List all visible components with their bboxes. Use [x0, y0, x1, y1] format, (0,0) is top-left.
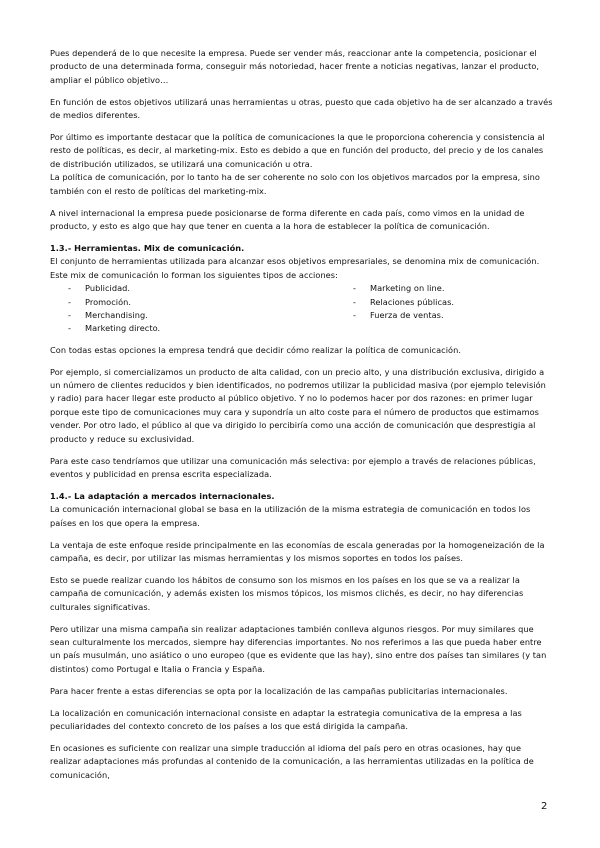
paragraph-localizacion: Para hacer frente a estas diferencias se opta por la localización de las campañas publicitarias internacionales.: [50, 685, 508, 696]
paragraph-mix-comunicacion: El conjunto de herramientas utilizada para alcanzar esos objetivos empresariales, se denomina mix de comunicación. Este mix de comunicación lo forman los siguientes tipos de acciones:: [50, 256, 540, 280]
paragraph-ejemplo: Por ejemplo, si comercializamos un producto de alta calidad, con un precio alto, y una distribución exclusiva, dirigido a un número de clientes reducidos y bien identificados, no podremos utilizar la publicidad masiva (por ejemplo televisión y radio) para hacer llegar este producto al público objetivo. Y no lo podemos hacer por dos razones: en primer lugar porque este tipo de comunicaciones muy cara y supondría un alto coste para el número de productos que estimamos vender. Por otro lado, el público al que va dirigido lo percibiría como una acción de comunicación que desprestigia al producto y reduce su exclusividad.: [50, 366, 546, 444]
paragraph-herramientas-objetivo: En función de estos objetivos utilizará unas herramientas u otras, puesto que cada objetivo ha de ser alcanzado a través de medios diferentes.: [50, 96, 553, 121]
section-heading-1-3: 1.3.- Herramientas. Mix de comunicación.: [50, 242, 245, 253]
acciones-list: [50, 282, 553, 336]
list-item: - Merchandising.: [68, 309, 148, 320]
paragraph-politica-comunicacion: La política de comunicación, por lo tanto ha de ser coherente no solo con los objetivos marcados por la empresa, sino también con el resto de políticas del marketing-mix.: [50, 172, 540, 196]
paragraph-ventaja: La ventaja de este enfoque reside principalmente en las economías de escala generadas por la homogeneización de la campaña, es decir, por utilizar las mismas herramientas y los mismos soportes en todos los países.: [50, 539, 545, 563]
list-item: - Relaciones públicas.: [353, 296, 455, 307]
section-heading-1-4: 1.4.- La adaptación a mercados internacionales.: [50, 490, 275, 501]
paragraph-comunicacion-global: La comunicación internacional global se basa en la utilización de la misma estrategia de comunicación en todos los países en los que opera la empresa.: [50, 504, 531, 528]
paragraph-objetivos: Pues dependerá de lo que necesite la empresa. Puede ser vender más, reaccionar ante la competencia, posicionar el producto de una determinada forma, conseguir más notoriedad, hacer frente a noticias negativas, lanzar el producto, ampliar el público objetivo…: [50, 48, 540, 85]
list-item: - Promoción.: [68, 296, 132, 307]
paragraph-traduccion: En ocasiones es suficiente con realizar una simple traducción al idioma del país pero en otras ocasiones, hay que realizar adaptaciones más profundas al contenido de la comunicación, a las herramientas utilizadas en la política de comunicación,: [50, 742, 534, 780]
paragraph-comunicacion-selectiva: Para este caso tendríamos que utilizar una comunicación más selectiva: por ejemplo a través de relaciones públicas, eventos y publicidad en prensa escrita especializada.: [50, 455, 536, 479]
paragraph-habitos-consumo: Esto se puede realizar cuando los hábitos de consumo son los mismos en los países en los que se va a realizar la campaña de comunicación, y además existen los mismos tópicos, los mismos clichés, es decir, no hay diferencias culturales significativas.: [50, 574, 524, 612]
document-page: [50, 47, 553, 791]
paragraph-coherencia: Por último es importante destacar que la política de comunicaciones la que le proporciona coherencia y consistencia al resto de políticas, es decir, al marketing-mix. Esto es debido a que en función del producto, del precio y de los canales de distribución utilizados, se utilizará una comunicación u otra.: [50, 132, 545, 169]
paragraph-riesgos: Pero utilizar una misma campaña sin realizar adaptaciones también conlleva algunos riesgos. Por muy similares que sean culturalmente los mercados, siempre hay diferencias importantes. No nos referimos a las que pueda haber entre un país musulmán, uno asiático o uno europeo (que es evidente que las hay), sino entre dos países tan similares (y tan distintos) como Portugal e Italia o Francia y España.: [50, 623, 547, 674]
list-item: - Publicidad.: [68, 283, 131, 294]
list-item: - Fuerza de ventas.: [353, 309, 444, 320]
paragraph-opciones: Con todas estas opciones la empresa tendrá que decidir cómo realizar la política de comunicación.: [50, 344, 461, 355]
acciones-list-left: [50, 282, 353, 336]
paragraph-nivel-internacional: A nivel internacional la empresa puede posicionarse de forma diferente en cada país, como vimos en la unidad de producto, y esto es algo que hay que tener en cuenta a la hora de establecer la política de comunicación.: [50, 207, 525, 231]
paragraph-definicion-localizacion: La localización en comunicación internacional consiste en adaptar la estrategia comunicativa de la empresa a las peculiaridades del contexto concreto de los países a los que está dirigida la campaña.: [50, 707, 522, 732]
list-item: - Marketing directo.: [68, 323, 161, 334]
acciones-list-right: [353, 282, 553, 336]
list-item: - Marketing on line.: [353, 283, 445, 294]
page-number: 2: [541, 801, 548, 812]
